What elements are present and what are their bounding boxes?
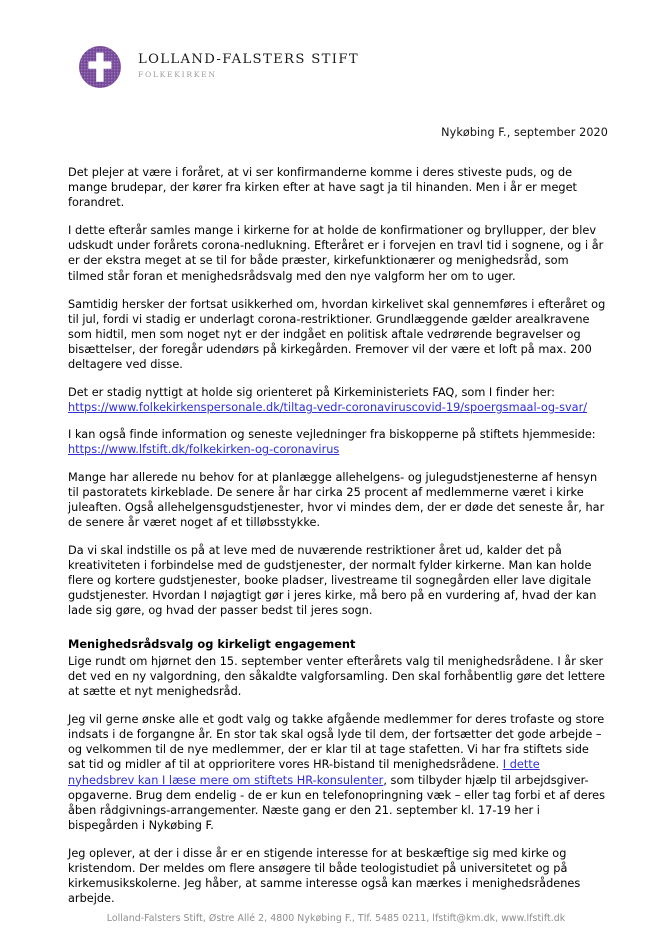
- paragraph-autumn-services: I dette efterår samles mange i kirkerne for at holde de konfirmationer og bryllupper, der blev udskudt under forårets corona-nedlukning. Efteråret er i forvejen en travl tid i sognene, og i år er der ekstra meget at se til for både præster, kirkefunktionærer og menighedsråd, som tilmed står foran et menighedsrådsvalg med den nye valgform her om to uger.: [68, 224, 604, 283]
- diocese-link-lead: I kan også finde information og seneste vejledninger fra biskopperne på stiftets hjemmeside:: [68, 428, 596, 442]
- letter-body: [62, 165, 610, 906]
- paragraph-diocese-link: [68, 427, 608, 457]
- hr-newsletter-link[interactable]: I dette nyhedsbrev kan I læse mere om stiftets HR-konsulenter: [68, 758, 540, 787]
- cross-in-circle-emblem: [78, 45, 122, 89]
- hr-text-after-link: , som tilbyder hjælp til arbejdsgiver-opgaverne. Brug dem endelig - de er kun en telefonopringning væk – eller tag forbi et af deres åben rådgivnings-arrangementer. Næste gang er den 21. september kl. 17-19 her i bispegården i Nykøbing F.: [68, 773, 606, 832]
- organization-subtitle: FOLKEKIRKEN: [138, 70, 217, 80]
- organization-wordmark: [138, 53, 359, 82]
- paragraph-hr-support: [68, 712, 608, 833]
- paragraph-intro: Det plejer at være i foråret, at vi ser konfirmanderne komme i deres stiveste puds, og de mange brudepar, der kører fra kirken efter at have sagt ja til hinanden. Men i år er meget forandret.: [68, 166, 577, 210]
- paragraph-christmas-planning: Mange har allerede nu behov for at planlægge allehelgens- og julegudstjenesterne af hensyn til pastoratets kirkeblade. De senere år har cirka 25 procent af medlemmerne været i kirke juleaften. Også allehelgensgudstjenester, hvor vi mindes dem, der er døde det seneste år, har de senere år været noget af et tilløbsstykke.: [68, 470, 605, 529]
- paragraph-election: Lige rundt om hjørnet den 15. september venter efterårets valg til menighedsrådene. I år sker det ved en ny valgordning, den såkaldte valgforsamling. Den skal forhåbentlig gøre det lettere at sætte et nyt menighedsråd.: [68, 654, 606, 699]
- paragraph-creativity: Da vi skal indstille os på at leve med de nuværende restriktioner året ud, kalder det på kreativiteten i forbindelse med de gudstjenester, der normalt fylder kirkerne. Man kan holde flere og kortere gudstjenester, booke pladser, livestreame til sognegården eller lave digitale gudstjenester. Hvordan I nøjagtigt gør i jeres kirke, må bero på en vurdering af, hvad der kan lade sig gøre, og hvad der passer bedst til jeres sogn.: [68, 543, 597, 618]
- footer-contact-info: Lolland-Falsters Stift, Østre Allé 2, 4800 Nykøbing F., Tlf. 5485 0211, lfstift@km.dk, www.lfstift.dk: [106, 913, 566, 924]
- letterhead: [62, 0, 610, 98]
- kirkeministeriet-faq-link[interactable]: https://www.folkekirkenspersonale.dk/tiltag-vedr-coronaviruscovid-19/spoergsmaal-og-svar/: [68, 401, 588, 415]
- hr-text-before-link: Jeg vil gerne ønske alle et godt valg og takke afgående medlemmer for deres trofaste og store indsats i de forgangne år. En stor tak skal også lyde til dem, der fortsætter det gode arbejde – og velkommen til de nye medlemmer, der er klar til at tage stafetten. Vi har fra stiftets side sat tid og midler af til at opprioritere vores HR-bistand til menighedsrådene.: [68, 713, 605, 772]
- section-heading-parish-council: Menighedsrådsvalg og kirkeligt engagement: [68, 637, 356, 652]
- dateline: Nykøbing F., september 2020: [441, 126, 608, 139]
- organization-name: LOLLAND-FALSTERS STIFT: [138, 51, 360, 67]
- faq-link-lead: Det er stadig nyttigt at holde sig orienteret på Kirkeministeriets FAQ, som I finder her:: [68, 386, 555, 400]
- lfstift-coronavirus-link[interactable]: https://www.lfstift.dk/folkekirken-og-coronavirus: [68, 443, 340, 457]
- paragraph-restrictions: Samtidig hersker der fortsat usikkerhed om, hvordan kirkelivet skal gennemføres i efteråret og til jul, fordi vi stadig er underlagt corona-restriktioner. Grundlæggende gælder arealkravene som hidtil, men som noget nyt er der indgået en politisk aftale vedrørende begravelser og bisættelser, der foregår udendørs på kirkegården. Fremover vil der være et loft på max. 200 deltagere ved disse.: [68, 297, 606, 372]
- paragraph-growing-interest: Jeg oplever, at der i disse år er en stigende interesse for at beskæftige sig med kirke og kristendom. Der meldes om flere ansøgere til både teologistudiet på universitetet og på kirkemusikskolerne. Jeg håber, at samme interesse også kan mærkes i menighedsrådenes arbejde.: [68, 846, 581, 906]
- paragraph-faq-link: [68, 385, 608, 415]
